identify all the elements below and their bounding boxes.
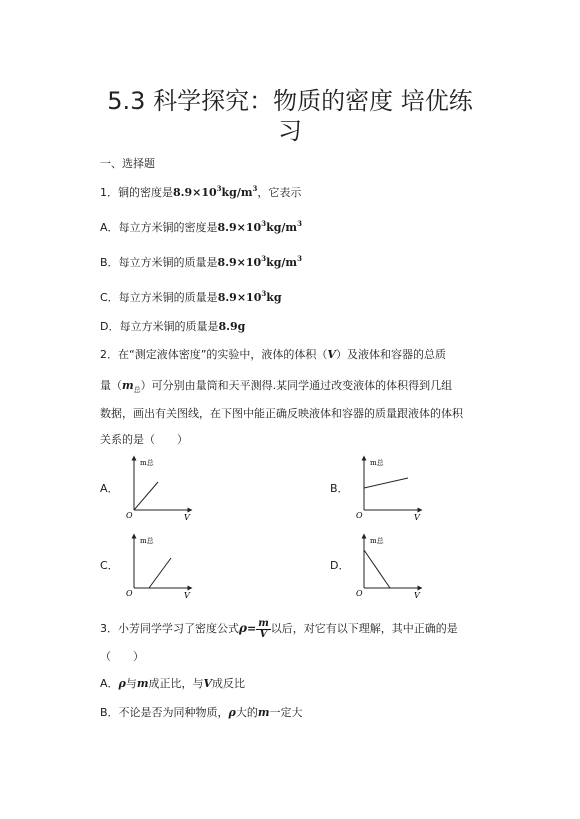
graph-b[interactable] (348, 452, 428, 524)
page-title-continued: 习 (278, 117, 302, 145)
option-exp: 3 (261, 219, 267, 228)
q2-option-d-label[interactable]: D． (330, 559, 350, 572)
y-axis-label: m总 (370, 459, 384, 467)
var-v: V (327, 348, 336, 361)
q3-text: 以后，对它有以下理解，其中正确的是 (270, 622, 458, 635)
option-unit-exp: 3 (297, 254, 302, 263)
y-axis-label: m总 (370, 537, 384, 545)
var-v: V (203, 677, 213, 690)
option-value: 8.9×10 (217, 291, 262, 304)
x-axis-label: V (184, 591, 190, 600)
option-exp: 3 (261, 289, 267, 298)
graph-line (149, 558, 171, 588)
q2-text: 量（ (100, 379, 122, 392)
question-2-line-1 (100, 348, 446, 362)
origin-label: O (126, 511, 133, 520)
var-m-sub: 总 (133, 386, 141, 394)
q2-option-a-label[interactable]: A． (100, 482, 119, 495)
q2-option-c-label[interactable]: C． (100, 559, 119, 572)
var-m: m (136, 677, 149, 690)
q2-option-b-label[interactable]: B． (330, 482, 349, 495)
question-3-line-2: （ ） (100, 650, 144, 663)
option-text: B．不论是否为同种物质， (100, 706, 229, 719)
origin-label: O (356, 511, 363, 520)
y-axis-label: m总 (140, 537, 154, 545)
x-axis-label: V (184, 513, 190, 522)
q1-suffix: ，它表示 (257, 186, 302, 199)
q2-text: ）可分别由量筒和天平测得.某同学通过改变液体的体积得到几组 (140, 379, 453, 392)
rho-symbol: ρ (228, 706, 236, 719)
var-m: m (122, 379, 134, 392)
q1-unit-exp: 3 (252, 184, 258, 193)
q1-option-d[interactable] (100, 320, 245, 334)
origin-label: O (126, 589, 133, 598)
option-text: B．每立方米铜的质量是 (100, 256, 218, 269)
rho-symbol: ρ (239, 621, 247, 635)
q1-value: 8.9×10 (173, 186, 217, 199)
option-text: 大的 (235, 706, 258, 719)
q1-option-a[interactable] (100, 221, 302, 235)
y-axis-label: m总 (140, 459, 154, 467)
question-3-line-1 (100, 614, 458, 643)
q2-text: ）及液体和容器的总质 (335, 348, 446, 361)
q3-text: 3．小芳同学学习了密度公式 (100, 622, 239, 635)
option-text: 一定大 (269, 706, 303, 719)
q3-option-a[interactable] (100, 677, 245, 691)
q1-option-c[interactable] (100, 291, 282, 305)
option-text: 与 (125, 677, 137, 690)
x-axis-label: V (414, 513, 420, 522)
q1-prefix: 1．铜的密度是 (100, 186, 173, 199)
graph-d[interactable] (348, 530, 428, 602)
q1-unit: kg/m (221, 186, 253, 199)
question-2-line-2 (100, 379, 452, 393)
origin-label: O (356, 589, 363, 598)
fraction-numerator: m (258, 617, 269, 629)
option-value: 8.9×10 (217, 221, 262, 234)
question-2-line-3: 数据，画出有关图线，在下图中能正确反映液体和容器的质量跟液体的体积 (100, 407, 463, 420)
q1-exp: 3 (216, 184, 222, 193)
option-value: 8.9×10 (217, 256, 262, 269)
page-title: 5.3 科学探究：物质的密度 培优练 (107, 87, 473, 115)
option-text: C．每立方米铜的质量是 (100, 291, 218, 304)
option-unit: kg/m (266, 221, 298, 234)
equals-sign: = (246, 622, 257, 635)
x-axis-label: V (414, 591, 420, 600)
graph-a[interactable] (118, 452, 198, 524)
q2-text: 2．在“测定液体密度”的实验中，液体的体积（ (100, 348, 328, 361)
density-fraction (256, 619, 271, 640)
option-unit: kg/m (266, 256, 298, 269)
graph-c[interactable] (118, 530, 198, 602)
rho-symbol: ρ (118, 677, 126, 690)
section-heading: 一、选择题 (100, 157, 155, 170)
q3-option-b[interactable] (100, 706, 303, 720)
option-text: 成正比，与 (148, 677, 204, 690)
option-unit: kg (266, 291, 282, 304)
graph-line (364, 478, 408, 488)
q1-option-b[interactable] (100, 256, 302, 270)
option-text: 成反比 (212, 677, 246, 690)
option-exp: 3 (261, 254, 267, 263)
fraction-denominator: V (259, 628, 268, 640)
option-text: A． (100, 677, 119, 690)
graph-line (134, 482, 158, 510)
option-value: 8.9g (218, 320, 246, 333)
graph-line (364, 550, 390, 588)
option-unit-exp: 3 (297, 219, 302, 228)
option-text: D．每立方米铜的质量是 (100, 320, 219, 333)
option-text: A．每立方米铜的密度是 (100, 221, 218, 234)
question-1-stem (100, 186, 301, 200)
var-m: m (257, 706, 270, 719)
question-2-line-4: 关系的是（ ） (100, 433, 188, 446)
